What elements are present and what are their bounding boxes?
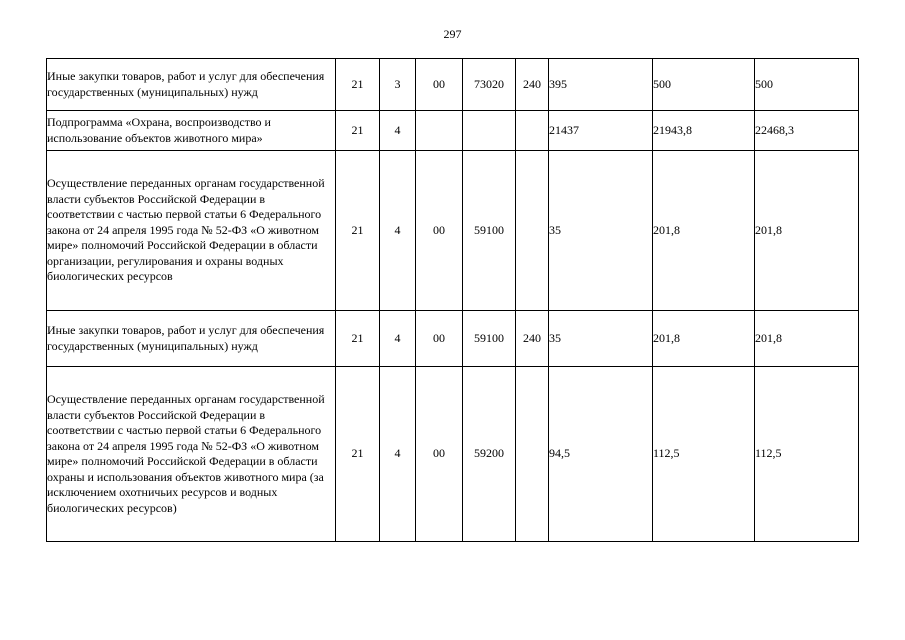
cell-prog: 00 — [416, 59, 463, 111]
cell-vr: 240 — [516, 311, 549, 367]
cell-year2: 21943,8 — [653, 111, 755, 151]
cell-year2: 112,5 — [653, 367, 755, 542]
cell-gr: 21 — [336, 151, 380, 311]
table-row — [47, 111, 859, 151]
row-name: Подпрограмма «Охрана, воспроизводство и использование объектов животного мира» — [47, 111, 336, 151]
table-row — [47, 367, 859, 542]
table-row — [47, 59, 859, 111]
cell-year1: 395 — [549, 59, 653, 111]
row-name: Иные закупки товаров, работ и услуг для обеспечения государственных (муниципальных) нужд — [47, 311, 336, 367]
cell-year3: 22468,3 — [755, 111, 859, 151]
cell-code — [463, 111, 516, 151]
cell-year2: 201,8 — [653, 151, 755, 311]
budget-table — [46, 58, 859, 542]
cell-prog — [416, 111, 463, 151]
cell-sub: 4 — [380, 311, 416, 367]
cell-year1: 94,5 — [549, 367, 653, 542]
cell-vr — [516, 111, 549, 151]
cell-vr: 240 — [516, 59, 549, 111]
cell-year3: 112,5 — [755, 367, 859, 542]
cell-sub: 4 — [380, 151, 416, 311]
cell-prog: 00 — [416, 151, 463, 311]
cell-year2: 201,8 — [653, 311, 755, 367]
cell-sub: 4 — [380, 367, 416, 542]
cell-code: 59100 — [463, 311, 516, 367]
cell-prog: 00 — [416, 367, 463, 542]
cell-gr: 21 — [336, 111, 380, 151]
table-row — [47, 311, 859, 367]
cell-sub: 3 — [380, 59, 416, 111]
row-name: Осуществление переданных органам государственной власти субъектов Российской Федерации в соответствии с частью первой статьи 6 Федерального закона от 24 апреля 1995 года № 52-ФЗ «О животном мире» полномочий Российской Федерации в области организации, регулирования и охраны водных биологических ресурсов — [47, 151, 336, 311]
cell-sub: 4 — [380, 111, 416, 151]
cell-gr: 21 — [336, 367, 380, 542]
cell-year1: 35 — [549, 151, 653, 311]
cell-code: 59100 — [463, 151, 516, 311]
table-row — [47, 151, 859, 311]
cell-year3: 500 — [755, 59, 859, 111]
cell-prog: 00 — [416, 311, 463, 367]
cell-year3: 201,8 — [755, 151, 859, 311]
cell-year3: 201,8 — [755, 311, 859, 367]
page-number: 297 — [443, 27, 462, 41]
cell-vr — [516, 367, 549, 542]
cell-code: 59200 — [463, 367, 516, 542]
cell-code: 73020 — [463, 59, 516, 111]
row-name: Иные закупки товаров, работ и услуг для обеспечения государственных (муниципальных) нужд — [47, 59, 336, 111]
cell-year1: 21437 — [549, 111, 653, 151]
cell-year1: 35 — [549, 311, 653, 367]
cell-gr: 21 — [336, 311, 380, 367]
cell-gr: 21 — [336, 59, 380, 111]
cell-vr — [516, 151, 549, 311]
cell-year2: 500 — [653, 59, 755, 111]
row-name: Осуществление переданных органам государственной власти субъектов Российской Федерации в соответствии с частью первой статьи 6 Федерального закона от 24 апреля 1995 года № 52-ФЗ «О животном мире» полномочий Российской Федерации в области охраны и использования объектов животного мира (за исключением охотничьих ресурсов и водных биологических ресурсов) — [47, 367, 336, 542]
